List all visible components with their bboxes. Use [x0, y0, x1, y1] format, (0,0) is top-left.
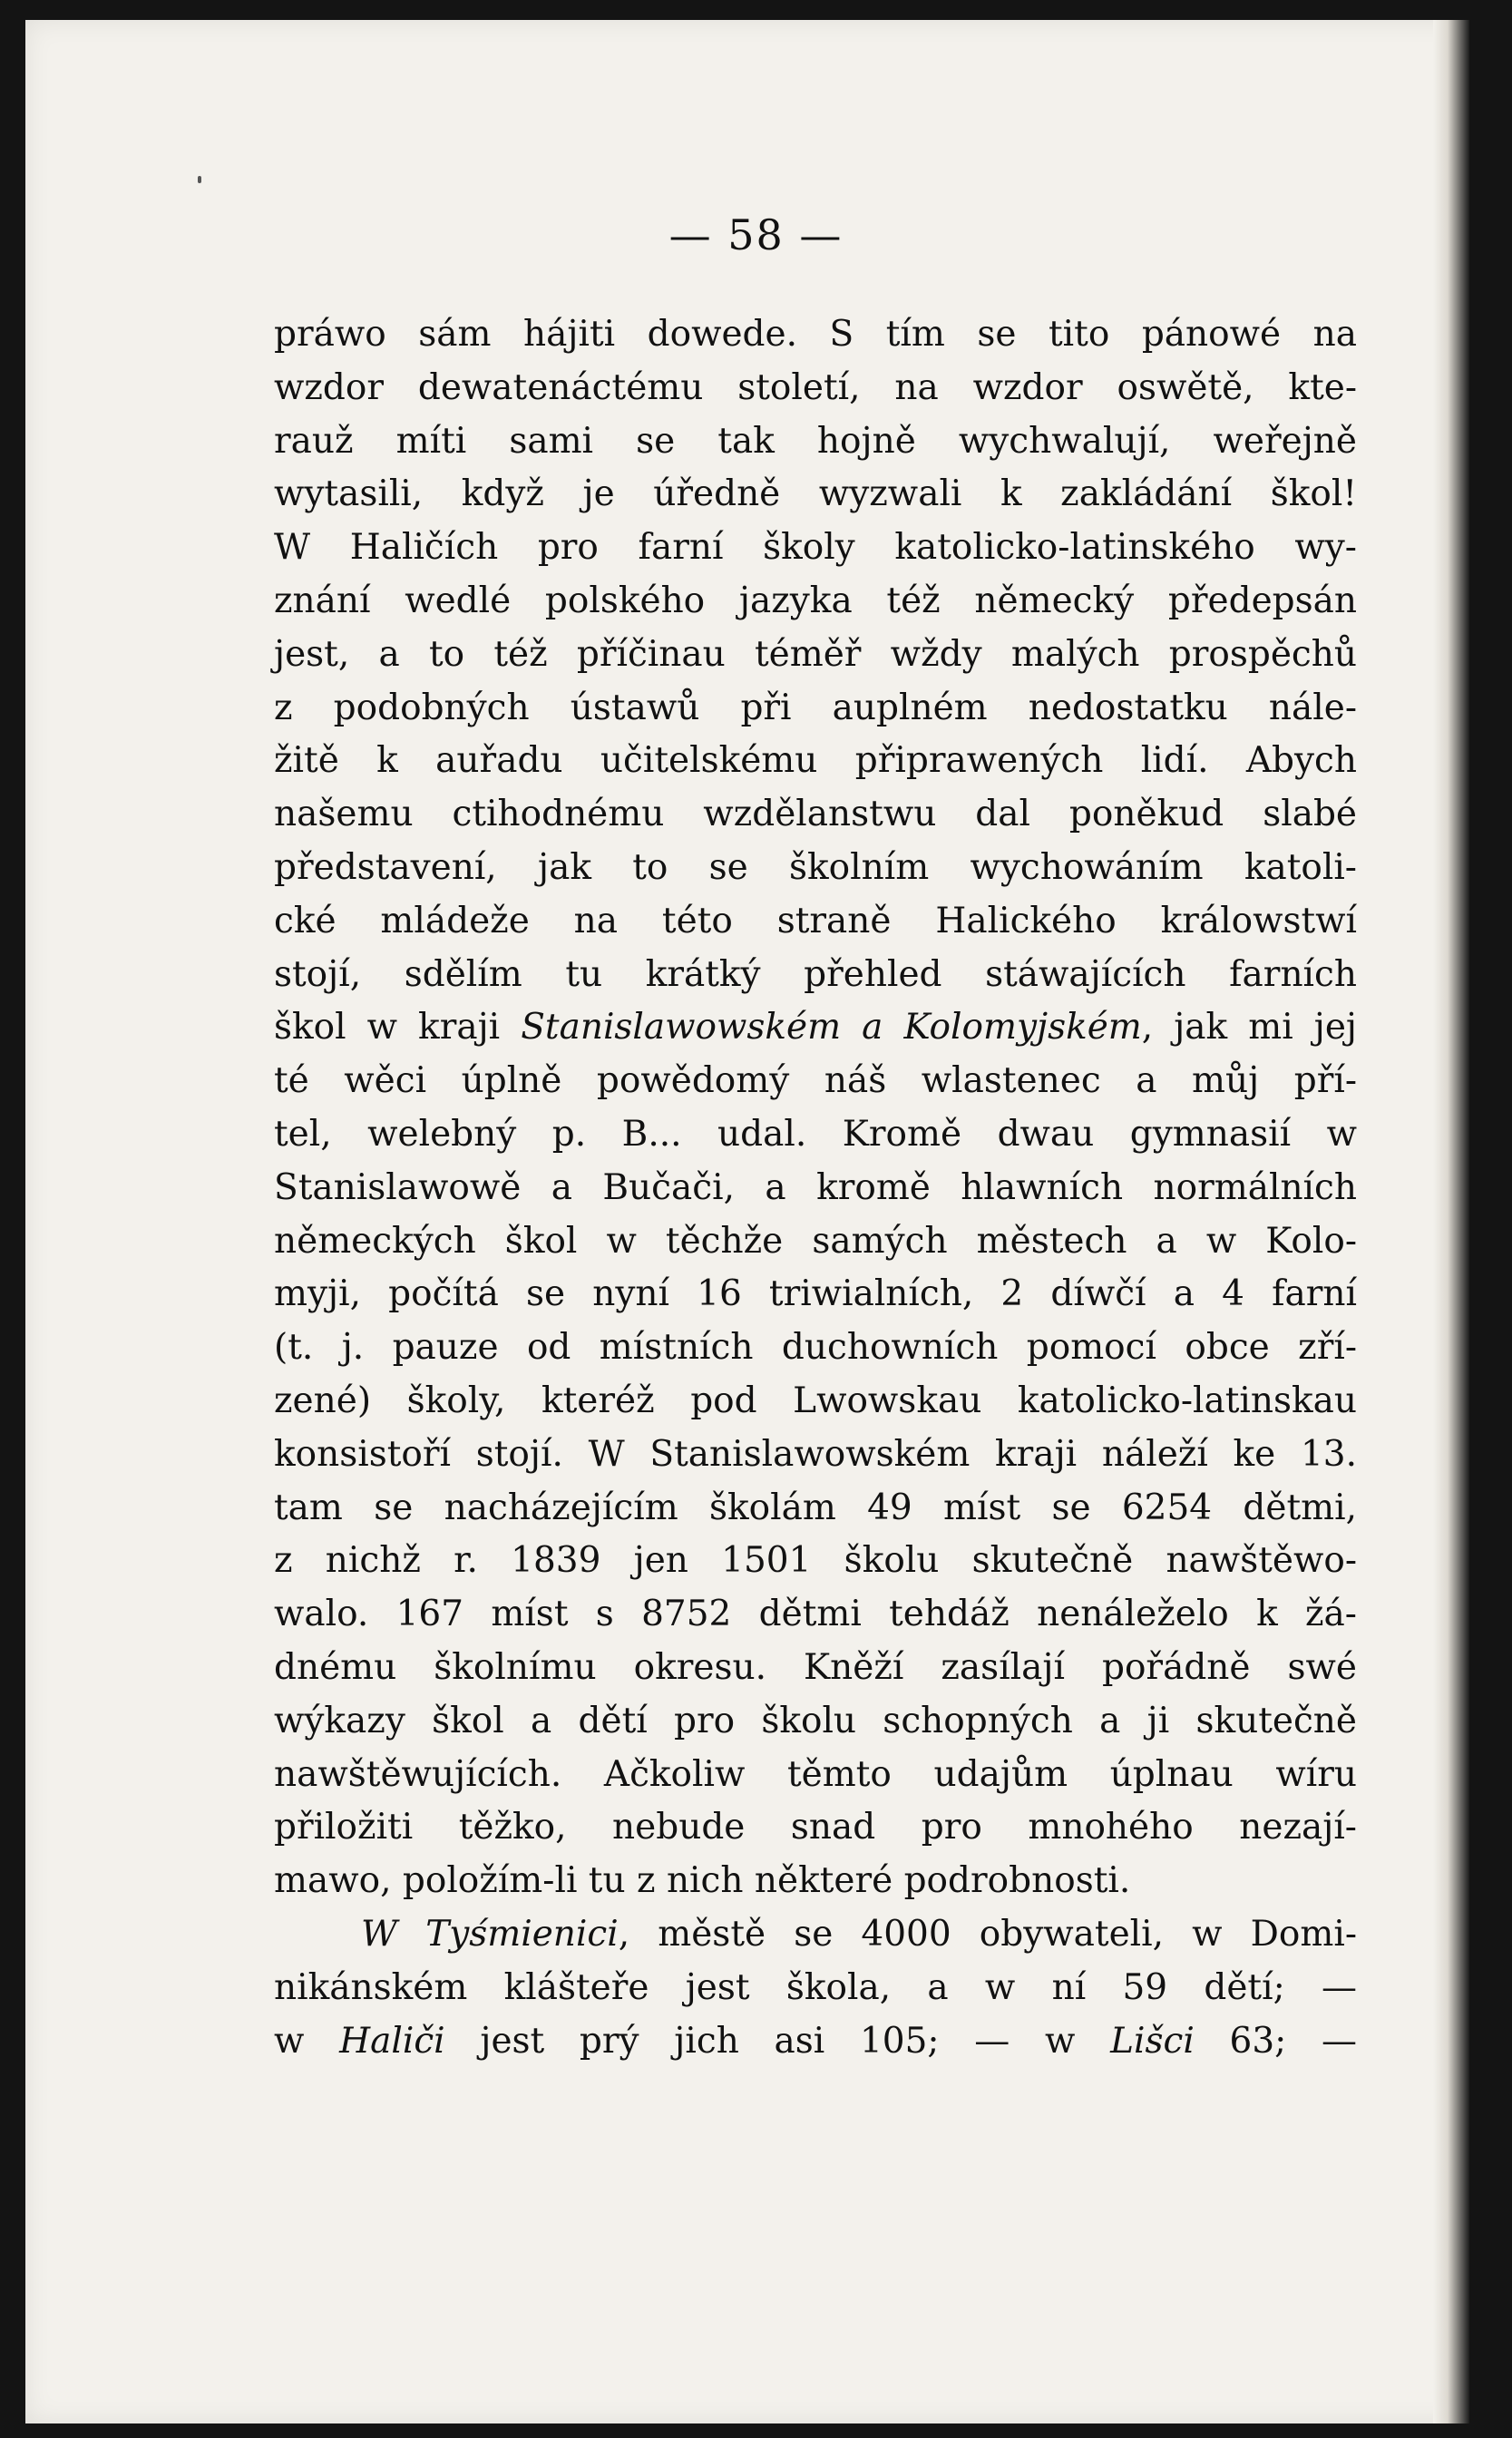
text-line — [274, 1055, 1357, 1108]
text-line — [274, 1001, 1357, 1055]
text-segment: nikánském klášteře jest škola, a w ní 59 dětí; — — [274, 1966, 1357, 2008]
text-line — [274, 415, 1357, 469]
text-line — [274, 1535, 1357, 1588]
text-segment: tel, welebný p. B... udal. Kromě dwau gymnasií w — [274, 1113, 1357, 1155]
text-line — [274, 1855, 1357, 1908]
text-segment: německých škol w těchže samých městech a w Kolo- — [274, 1220, 1357, 1262]
text-line — [274, 1588, 1357, 1642]
text-segment: tam se nacházejícím školám 49 míst se 6254 dětmi, — [274, 1487, 1357, 1528]
text-line — [274, 468, 1357, 522]
text-segment: walo. 167 míst s 8752 dětmi tehdáž nenáleželo k žá- — [274, 1594, 1357, 1635]
text-line — [274, 629, 1357, 682]
text-segment: jest, a to též příčinau téměř wždy malých prospěchů — [274, 633, 1357, 675]
text-segment: wzdor dewatenáctému století, na wzdor oswětě, kte- — [274, 366, 1357, 408]
page-number: — 58 — — [668, 210, 844, 259]
text-segment: dnému školnímu okresu. Kněží zasílají pořádně swé — [274, 1646, 1357, 1688]
text-line — [274, 1162, 1357, 1215]
text-segment: z nichž r. 1839 jen 1501 školu skutečně nawštěwo- — [274, 1540, 1357, 1582]
text-segment: w — [274, 2020, 340, 2062]
text-line — [274, 308, 1357, 362]
text-segment: škol w kraji — [274, 1007, 522, 1048]
text-line — [274, 1482, 1357, 1536]
text-segment: práwo sám hájiti dowede. S tím se tito pánowé na — [274, 314, 1357, 355]
text-segment: W Haličích pro farní školy katolicko-latinského wy- — [274, 527, 1357, 569]
text-segment: zené) školy, kteréž pod Lwowskau katolicko-latinskau — [274, 1380, 1357, 1421]
text-line — [274, 1108, 1357, 1162]
text-line — [274, 2015, 1357, 2069]
text-segment: stojí, sdělím tu krátký přehled stáwajících farních — [274, 953, 1357, 995]
text-line — [274, 895, 1357, 949]
text-line — [274, 842, 1357, 895]
italic-text-segment: Stanislawowském a Kolomyjském — [521, 1007, 1142, 1048]
text-segment: (t. j. pauze od místních duchowních pomocí obce zří- — [274, 1327, 1357, 1369]
text-line — [274, 1375, 1357, 1429]
text-segment: Stanislawowě a Bučači, a kromě hlawních normálních — [274, 1166, 1357, 1208]
ink-speck — [198, 176, 201, 183]
text-segment: té wěci úplně powědomý náš wlastenec a můj pří- — [274, 1060, 1357, 1102]
text-segment: konsistoří stojí. W Stanislawowském kraji náleží ke 13. — [274, 1433, 1357, 1475]
text-line — [274, 1695, 1357, 1749]
italic-text-segment: W Tyśmienici — [361, 1913, 619, 1955]
text-line — [274, 1801, 1357, 1855]
text-segment: žitě k auřadu učitelskému připrawených lidí. Abych — [274, 740, 1357, 782]
text-segment: , městě se 4000 obywateli, w Domi- — [618, 1913, 1357, 1955]
text-line — [274, 735, 1357, 788]
text-line — [274, 1642, 1357, 1695]
text-segment: představení, jak to se školním wychowáním katoli- — [274, 846, 1357, 888]
text-line — [274, 1215, 1357, 1269]
italic-text-segment: Haliči — [339, 2020, 445, 2062]
text-segment: 63; — — [1194, 2020, 1358, 2062]
text-line — [274, 1321, 1357, 1375]
text-segment: z podobných ústawů při auplném nedostatku nále- — [274, 687, 1357, 728]
text-segment: wýkazy škol a dětí pro školu schopných a ji skutečně — [274, 1700, 1357, 1741]
text-line — [274, 1962, 1357, 2015]
text-segment: přiložiti těžko, nebude snad pro mnohého nezají- — [274, 1807, 1357, 1848]
text-line — [274, 522, 1357, 575]
text-segment: mawo, položím-li tu z nich některé podrobnosti. — [274, 1860, 1131, 1902]
text-line — [274, 575, 1357, 629]
text-segment: wytasili, když je úředně wyzwali k zakládání škol! — [274, 473, 1357, 515]
text-line — [274, 1429, 1357, 1482]
text-line — [274, 362, 1357, 415]
text-line — [274, 1749, 1357, 1802]
text-line — [274, 682, 1357, 736]
text-segment: , jak mi jej — [1141, 1007, 1357, 1048]
text-line — [274, 949, 1357, 1002]
text-segment: jest prý jich asi 105; — w — [444, 2020, 1111, 2062]
text-line — [274, 1268, 1357, 1321]
text-segment: cké mládeže na této straně Halického králowstwí — [274, 900, 1357, 941]
text-segment: znání wedlé polského jazyka též německý předepsán — [274, 580, 1357, 621]
italic-text-segment: Lišci — [1110, 2020, 1195, 2062]
text-segment: nawštěwujících. Ačkoliw těmto udajům úplnau wíru — [274, 1753, 1357, 1795]
text-segment: našemu ctihodnému wzdělanstwu dal poněkud slabé — [274, 794, 1357, 835]
text-line — [274, 788, 1357, 842]
page-edge-shadow — [1433, 20, 1469, 2423]
text-line — [274, 1908, 1357, 1962]
text-segment: myji, počítá se nyní 16 triwialních, 2 díwčí a 4 farní — [274, 1273, 1357, 1315]
body-text — [274, 308, 1357, 2068]
text-segment: rauž míti sami se tak hojně wychwalují, weřejně — [274, 420, 1357, 462]
